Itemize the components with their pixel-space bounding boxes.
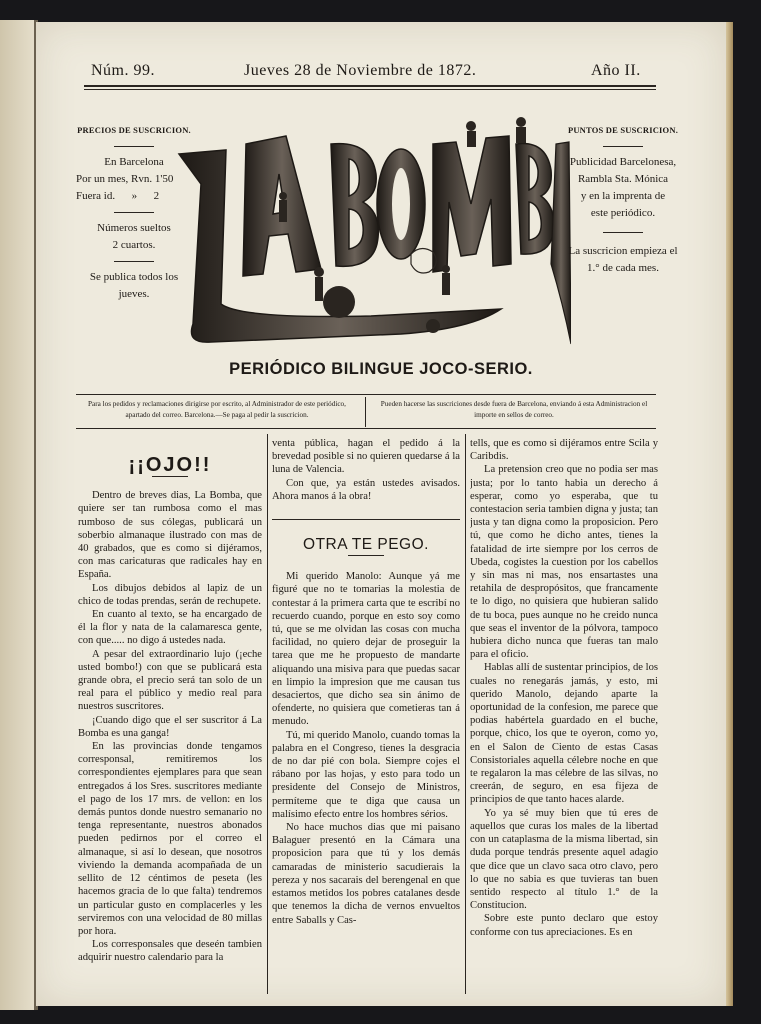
notice-rule-top bbox=[76, 394, 656, 395]
column-2 bbox=[272, 437, 460, 1003]
col2-intro2: Con que, ya están ustedes avisados. Ahora manos á la obra! bbox=[272, 477, 460, 502]
col3-paragraph: Yo ya sé muy bien que tú eres de aquellos que curas los males de la libertad con un cataplasma de la misma libertad, sin duda porque tendrás presente aquel adagio que dice que un clavo saca otro clavo, pero lo que no sabia es que tuvieras tan buen sentido respecto al título 1.° de la Constitucion. bbox=[470, 807, 658, 912]
col2-paragraph: Tú, mi querido Manolo, cuando tomas la palabra en el Congreso, tienes la desgracia de no dar pié con bola. Siempre cojes el rábano por las hojas, y esto para todo un presidente del Consejo de Ministros, permíteme que te diga que causa un malísimo efecto entre los hombres sérios. bbox=[272, 729, 460, 820]
col1-paragraph: En las provincias donde tengamos corresponsal, remitiremos los correspondientes ejemplares para que sean entregados á los Sres. suscritores mediante el pago de los 17 mrs. de vellon: en los demás puntos donde nuestro semanario no tenga representante, nuestros abonados pueden pedirnos por el correo el almanaque, si así lo desean, que nosotros viviendo la demanda acompañada de un sellito de 12 céntimos de peseta (les hacemos gracia de lo que falta) tendremos un particular gusto en complacerles y les serviremos con una velocidad de 80 millas por hora. bbox=[78, 741, 262, 937]
masthead-logo bbox=[171, 104, 571, 354]
loose-numbers: Números sueltos bbox=[97, 222, 171, 234]
left-page-edge bbox=[0, 20, 36, 1010]
col2-paragraph: Mi querido Manolo: Aunque yá me figuré que no te tomarias la molestia de contestar á la primera carta que te escribí no recuerdo cuando, porque en esto soy como tú, que se me olvidan las cosas con mucha facilidad, no quiero dejar de proseguir la tarea que me he propuesto de mandarte aliquando una misiva para que puedas sacar en limpio la impresion que me causan tus desaciertos, que dicho sea sin ánimo de ofenderte, no quisiera que cometieras tan á menudo. bbox=[272, 571, 460, 728]
col2-intro: venta pública, hagan el pedido á la brevedad posible si no quieren quedarse á la luna de Valencia. bbox=[272, 438, 460, 476]
subscription-points-box bbox=[558, 122, 688, 277]
notice-left: Para los pedidos y reclamaciones dirigirse por escrito, al Administrador de este periódico, apartado del correo. Barcelona.—Se paga al pedir la suscricion. bbox=[88, 400, 346, 419]
loose-price: 2 cuartos. bbox=[112, 239, 156, 251]
points-line2: Rambla Sta. Mónica bbox=[577, 173, 669, 185]
issue-number: Núm. 99. bbox=[91, 62, 155, 79]
start-line2: 1.° de cada mes. bbox=[587, 262, 659, 274]
column-divider-1 bbox=[267, 434, 268, 994]
points-line3: y en la imprenta de bbox=[580, 190, 666, 202]
points-line4: este periódico. bbox=[590, 207, 656, 219]
published-line: Se publica todos los bbox=[89, 271, 179, 283]
col3-paragraph: Hablas allí de sustentar principios, de los cuales no renegarás jamás, y esto, mi querido Manolo, dejando aparte la oportunidad de la confesion, me parece que podias habértela guardado en el buche, porque, chico, los que te oyeron, como yo, en el Salon de Ciento de estas Casas Consistoriales aquella célebre noche en que te regalaron la mas célebre de las silvas, no creerán, de seguro, en esa fijeza de principios de que tanto haces alarde. bbox=[470, 662, 658, 806]
prices-outside: Fuera id. » 2 bbox=[76, 190, 160, 202]
issue-year: Año II. bbox=[591, 62, 641, 79]
published-day: jueves. bbox=[118, 288, 150, 300]
notice-right: Pueden hacerse las suscriciones desde fuera de Barcelona, enviando á esta Administracion el importe en sellos de correo. bbox=[380, 400, 648, 419]
header-rule-thin bbox=[84, 89, 656, 90]
points-line1: Publicidad Barcelonesa, bbox=[569, 156, 677, 168]
col1-paragraph: ¡Cuando digo que el ser suscritor á La Bomba es una ganga! bbox=[78, 714, 262, 739]
letter-b-second bbox=[516, 144, 554, 255]
col3-paragraph: tells, que es como si dijéramos entre Scila y Caribdis. bbox=[470, 438, 658, 463]
points-caption: PUNTOS DE SUSCRICION. bbox=[567, 125, 679, 135]
letter-m bbox=[433, 136, 511, 272]
col3-paragraph: Sobre este punto declaro que estoy conforme con tus apreciaciones. Es en bbox=[470, 913, 658, 938]
ojo-heading: ¡¡OJO!! bbox=[128, 454, 212, 476]
col1-paragraph: Dentro de breves dias, La Bomba, que quiere ser tan rumbosa como el mas rumboso de sus cólegas, publicará un soberbio almanaque ilustrado con mas de 40 grabados, que es como si dijéramos, con mas caricaturas que radicales hay en España. bbox=[78, 490, 262, 581]
col2-paragraph: No hace muchos dias que mi paisano Balaguer presentó en la Cámara una proposicion para que tú y los demás camaradas de ministerio sacudierais la pereza y nos sacarais del berengenal en que estamos metidos los pobres catalanes desde que tenemos la dicha de vernos envueltos entre Saballs y Cas- bbox=[272, 822, 460, 926]
col3-paragraph: La pretension creo que no podia ser mas justa; por lo tanto habia un derecho á esperar, como yo esperaba, que tu contestacion seria tambien digna y justa; tan justa y tan digna como la proposicion. Pero tú, que como he dicho antes, tienes la fatalidad de irte siempre por los cerros de Ubeda, cogistes la cuestion por los cabellos y sin mas ni mas, nos ensartastes una retahila de despropósitos, que francamente te lo digo, no quisiera que hubieran salido de tu boca, pues aunque no he creido nunca que seas el inventor de la pólvora, tampoco hubiera dicho nunca que fueras tan malo para el oficio. bbox=[470, 464, 658, 661]
prices-caption: PRECIOS DE SUSCRICION. bbox=[77, 125, 191, 135]
column-divider-2 bbox=[465, 434, 466, 994]
start-line1: La suscricion empieza el bbox=[568, 245, 678, 257]
issue-date: Jueves 28 de Noviembre de 1872. bbox=[244, 62, 477, 79]
col1-paragraph: A pesar del extraordinario lujo (¡eche usted bombo!) con que se publicará esta grande obra, el precio será tan solo de un real para el público y medio real para nuestros suscritores. bbox=[78, 648, 262, 713]
small-bomb-icon bbox=[426, 319, 440, 333]
prices-month: Por un mes, Rvn. 1'50 bbox=[76, 173, 174, 185]
letter-b bbox=[331, 144, 378, 267]
column-3 bbox=[470, 437, 658, 1003]
col1-paragraph: Los dibujos debidos al lapiz de un chico de todas prendas, serán de rechupete. bbox=[78, 582, 262, 607]
column-1 bbox=[78, 437, 262, 1003]
prices-city: En Barcelona bbox=[104, 156, 164, 168]
bomb-icon bbox=[323, 286, 355, 318]
masthead-subtitle: PERIÓDICO BILINGUE JOCO-SERIO. bbox=[229, 360, 533, 378]
col1-paragraph: Los corresponsales que deseén tambien adquirir nuestro calendario para la bbox=[78, 939, 262, 964]
header-rule bbox=[84, 85, 656, 87]
notice-rule-bottom bbox=[76, 428, 656, 429]
otra-te-pego-heading: OTRA TE PEGO. bbox=[303, 536, 429, 554]
col1-paragraph: En cuanto al texto, se ha encargado de él la flor y nata de la calamaresca gente, con que..... no digo á ustedes nada. bbox=[78, 609, 262, 647]
newspaper-page bbox=[36, 22, 726, 1006]
